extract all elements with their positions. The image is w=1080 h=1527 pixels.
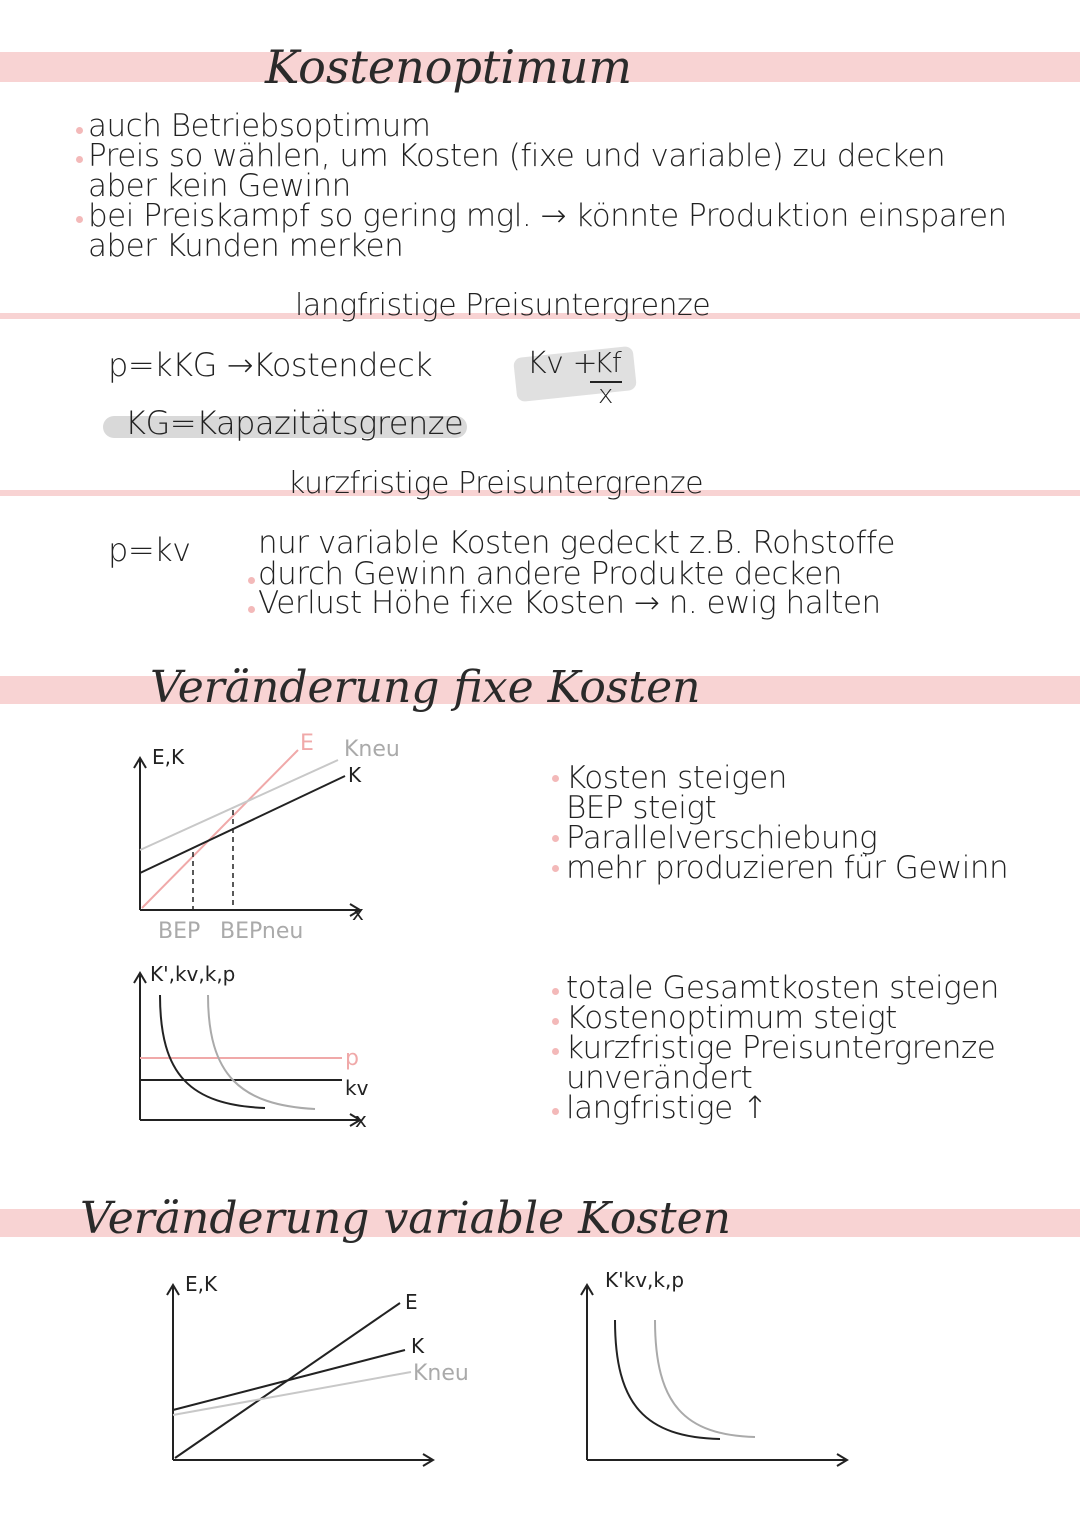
bullet-dot	[552, 835, 559, 842]
fixed-note-2: BEP steigt	[566, 790, 717, 826]
long-term-formula: p=kKG →Kostendeck	[108, 346, 433, 384]
fixed-unit-cost-chart	[120, 955, 410, 1135]
fraction-left: Kv +	[527, 346, 598, 381]
intro-line-5: aber Kunden merken	[88, 228, 404, 264]
label-k: K	[411, 1334, 425, 1358]
bullet-dot	[552, 865, 559, 872]
cost-line-k	[140, 776, 345, 873]
fixed-note-1: Kosten steigen	[566, 760, 787, 796]
label-bep: BEP	[158, 919, 201, 944]
variable-heading: Veränderung variable Kosten	[80, 1193, 731, 1244]
long-term-heading: langfristige Preisuntergrenze	[295, 288, 711, 323]
bullet-dot	[248, 577, 255, 584]
x-axis-label: x	[352, 901, 364, 925]
fixed-note-5: totale Gesamtkosten steigen	[566, 970, 999, 1006]
label-e: E	[405, 1290, 418, 1314]
fixed-note-7: kurzfristige Preisuntergrenze	[566, 1030, 996, 1066]
revenue-line-e	[142, 750, 298, 908]
bullet-dot	[552, 775, 559, 782]
fixed-note-6: Kostenoptimum steigt	[566, 1000, 897, 1036]
short-term-point-2: durch Gewinn andere Produkte decken	[258, 556, 842, 592]
short-term-point-1: nur variable Kosten gedeckt z.B. Rohstoffe	[258, 525, 895, 561]
bullet-dot	[552, 1048, 559, 1055]
bullet-dot	[552, 988, 559, 995]
label-kneu: Kneu	[413, 1361, 469, 1386]
y-axis-label: K'kv,k,p	[605, 1268, 685, 1292]
bullet-dot	[76, 216, 83, 223]
unit-cost-curve	[615, 1320, 720, 1439]
bullet-dot	[552, 1108, 559, 1115]
label-kv: kv	[345, 1076, 369, 1100]
y-axis-label: E,K	[152, 745, 185, 769]
y-axis-label: K',kv,k,p	[150, 962, 236, 986]
label-k: K	[348, 763, 362, 787]
label-bep-neu: BEPneu	[220, 919, 304, 944]
label-e: E	[300, 731, 314, 756]
intro-line-4: bei Preiskampf so gering mgl. → könnte Produktion einsparen	[88, 198, 1007, 234]
short-term-point-3: Verlust Höhe fixe Kosten → n. ewig halten	[258, 585, 881, 621]
fixed-note-4: mehr produzieren für Gewinn	[566, 850, 1009, 886]
fixed-note-9: langfristige ↑	[566, 1090, 768, 1126]
bullet-dot	[248, 606, 255, 613]
variable-cost-chart	[155, 1265, 475, 1475]
fixed-cost-chart	[120, 730, 430, 960]
long-term-definition: KG=Kapazitätsgrenze	[125, 404, 464, 442]
bullet-dot	[76, 127, 83, 134]
x-axis-label: x	[355, 1108, 367, 1132]
unit-cost-curve-new	[208, 995, 315, 1109]
short-term-formula: p=kv	[108, 531, 191, 569]
short-term-heading: kurzfristige Preisuntergrenze	[288, 466, 704, 501]
unit-cost-curve-new	[655, 1320, 755, 1437]
y-axis-label: E,K	[185, 1272, 218, 1296]
label-kneu: Kneu	[344, 737, 400, 762]
intro-line-2: Preis so wählen, um Kosten (fixe und variable) zu decken	[88, 138, 946, 174]
fraction-denominator: x	[598, 380, 613, 410]
intro-line-1: auch Betriebsoptimum	[88, 108, 431, 144]
fixed-note-8: unverändert	[566, 1060, 753, 1096]
unit-cost-curve	[160, 995, 265, 1108]
fixed-heading: Veränderung fixe Kosten	[150, 662, 701, 713]
variable-unit-cost-chart	[575, 1265, 875, 1475]
fixed-note-3: Parallelverschiebung	[566, 820, 878, 856]
fraction-numerator: Kf	[594, 346, 622, 379]
label-p: p	[345, 1046, 359, 1071]
bullet-dot	[76, 156, 83, 163]
page-title: Kostenoptimum	[265, 40, 632, 94]
cost-line-kneu	[140, 760, 338, 850]
intro-line-3: aber kein Gewinn	[88, 168, 351, 204]
bullet-dot	[552, 1018, 559, 1025]
